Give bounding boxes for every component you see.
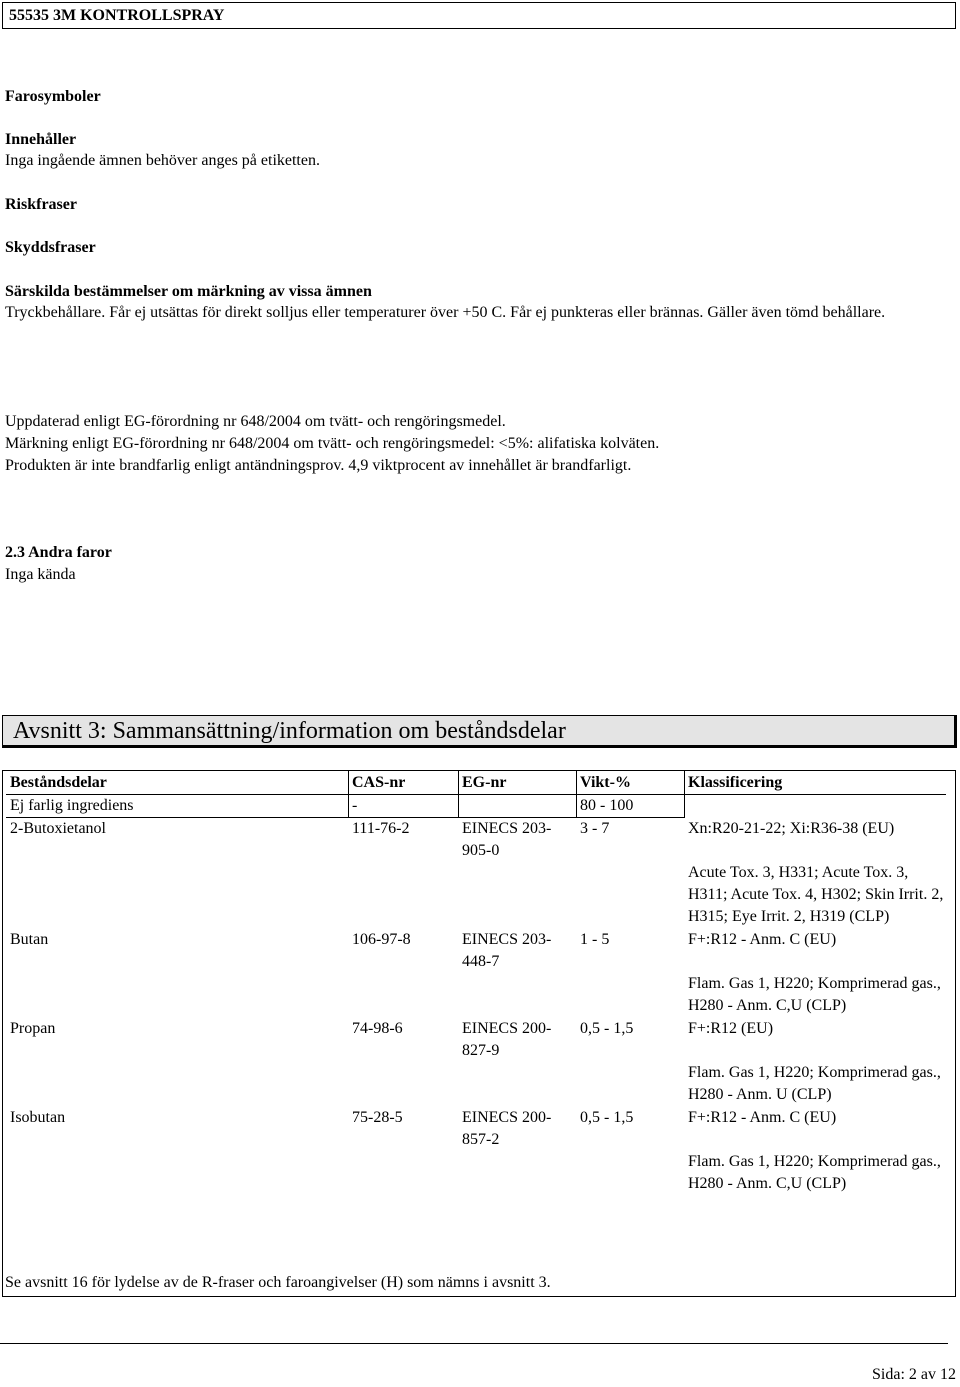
ingredient-name: Butan [10,931,49,948]
safety-phrases-heading: Skyddsfraser [5,239,96,256]
table-row [7,929,947,1018]
footer-divider [0,1343,948,1344]
composition-table [6,771,947,1196]
ec-number: EINECS 200-827-9 [462,1020,552,1059]
classification [685,1018,947,1107]
table-row [7,818,947,929]
classification [685,1107,947,1196]
risk-phrases-heading: Riskfraser [5,196,77,213]
column-header-cas: CAS-nr [349,772,459,795]
classification [685,818,947,929]
contains-text: Inga ingående ämnen behöver anges på etiketten. [5,152,320,169]
weight-percent: 0,5 - 1,5 [580,1020,634,1037]
column-header-ingredient: Beståndsdelar [7,772,349,795]
regulation-marking-line: Märkning enligt EG-förordning nr 648/2004 om tvätt- och rengöringsmedel: <5%: alifatiska kolväten. [5,435,660,452]
table-row [7,1107,947,1196]
classification [685,795,947,818]
product-title: 55535 3M KONTROLLSPRAY [9,7,225,24]
weight-percent: 1 - 5 [580,931,610,948]
ingredient-name: 2-Butoxietanol [10,820,106,837]
ec-number: EINECS 203-448-7 [462,931,552,970]
classification-eu: F+:R12 (EU) [688,1020,774,1037]
section-3-title: Avsnitt 3: Sammansättning/information om beståndsdelar [13,718,566,744]
weight-percent: 80 - 100 [577,795,685,818]
column-header-classification: Klassificering [685,772,947,795]
classification [685,929,947,1018]
classification-clp: Acute Tox. 3, H331; Acute Tox. 3, H311; Acute Tox. 4, H302; Skin Irrit. 2, H315; Eye Irrit. 2, H319 (CLP) [688,864,944,925]
column-header-weight: Vikt-% [577,772,685,795]
regulation-updated-line: Uppdaterad enligt EG-förordning nr 648/2004 om tvätt- och rengöringsmedel. [5,413,506,430]
page-number: Sida: 2 av 12 [872,1366,956,1383]
other-hazards-heading: 2.3 Andra faror [5,544,112,561]
cas-number: 75-28-5 [352,1109,403,1126]
ec-number [459,795,577,818]
weight-percent: 0,5 - 1,5 [580,1109,634,1126]
special-provisions-heading: Särskilda bestämmelser om märkning av vissa ämnen [5,283,372,300]
ec-number: EINECS 203-905-0 [462,820,552,859]
contains-heading: Innehåller [5,131,77,148]
cas-number: 74-98-6 [352,1020,403,1037]
cas-number: 106-97-8 [352,931,411,948]
classification-eu: Xn:R20-21-22; Xi:R36-38 (EU) [688,820,895,837]
table-row [7,795,947,818]
weight-percent: 3 - 7 [580,820,610,837]
section-3-banner [2,715,957,748]
ec-number: EINECS 200-857-2 [462,1109,552,1148]
document-header [2,2,956,29]
cas-number: - [349,795,459,818]
ingredient-name: Ej farlig ingrediens [7,795,349,818]
column-header-ec: EG-nr [459,772,577,795]
hazard-symbols-heading: Farosymboler [5,88,101,105]
flammability-line: Produkten är inte brandfarlig enligt antändningsprov. 4,9 viktprocent av innehållet är brandfarligt. [5,457,632,474]
special-provisions-text: Tryckbehållare. Får ej utsättas för direkt solljus eller temperaturer över +50 C. Får ej punkteras eller brännas. Gäller även tömd behållare. [5,304,886,321]
classification-clp: Flam. Gas 1, H220; Komprimerad gas., H280 - Anm. C,U (CLP) [688,1153,941,1192]
other-hazards-text: Inga kända [5,566,76,583]
cas-number: 111-76-2 [352,820,410,837]
table-footnote: Se avsnitt 16 för lydelse av de R-fraser och faroangivelser (H) som nämns i avsnitt 3. [5,1274,551,1291]
classification-eu: F+:R12 - Anm. C (EU) [688,931,837,948]
ingredient-name: Isobutan [10,1109,66,1126]
table-row [7,1018,947,1107]
classification-eu: F+:R12 - Anm. C (EU) [688,1109,837,1126]
classification-clp: Flam. Gas 1, H220; Komprimerad gas., H280 - Anm. C,U (CLP) [688,975,941,1014]
ingredient-name: Propan [10,1020,56,1037]
classification-clp: Flam. Gas 1, H220; Komprimerad gas., H280 - Anm. U (CLP) [688,1064,941,1103]
composition-table-box [2,770,956,1297]
table-header-row [7,772,947,795]
